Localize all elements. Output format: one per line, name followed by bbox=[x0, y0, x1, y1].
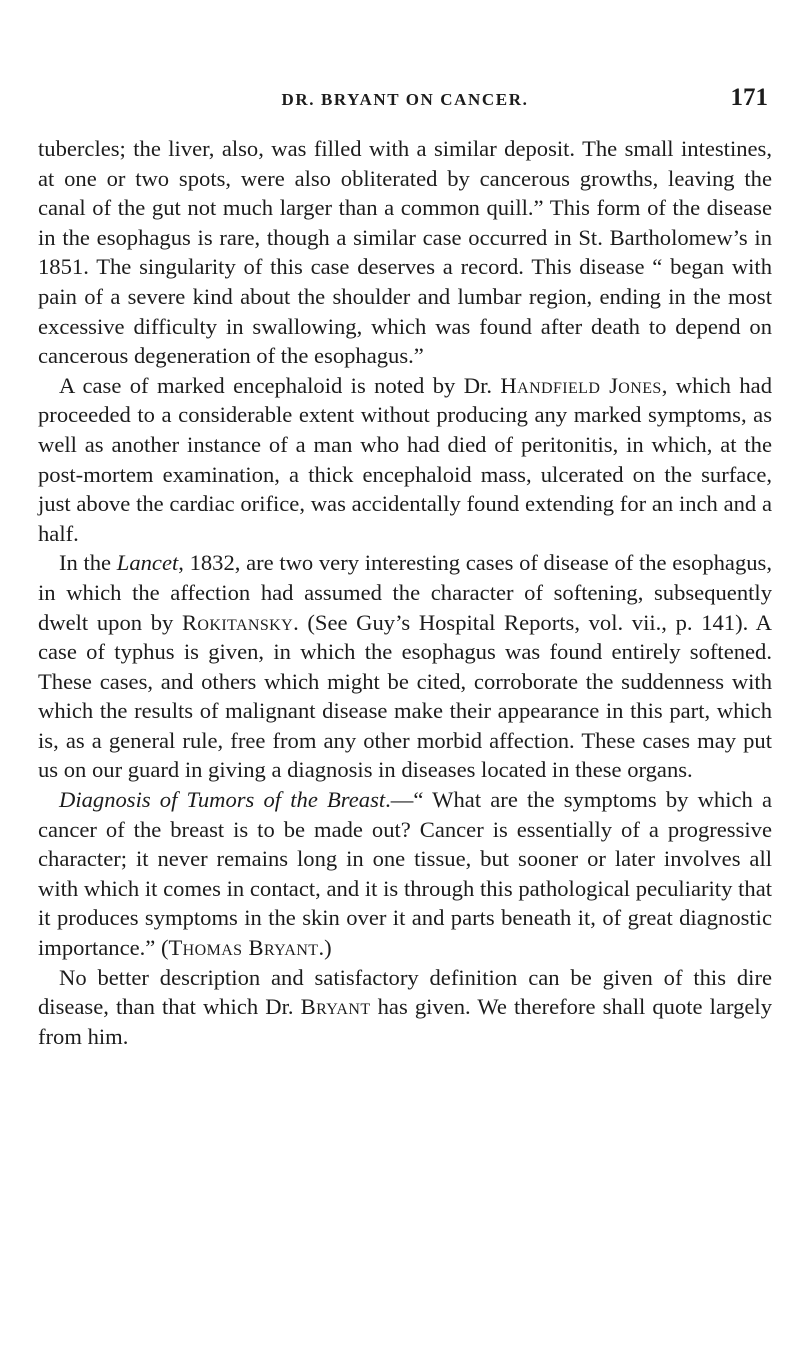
paragraph-4 bbox=[38, 785, 772, 963]
author-name-bryant: Bryant bbox=[300, 994, 371, 1020]
body-text bbox=[38, 134, 772, 1051]
paragraph-5 bbox=[38, 963, 772, 1052]
paragraph-2-before: A case of marked encephaloid is noted by Dr. bbox=[59, 372, 501, 398]
running-head bbox=[38, 86, 772, 126]
section-heading-diagnosis: Diagnosis of Tumors of the Breast bbox=[59, 787, 386, 813]
author-name-rokitansky: Rokitansky bbox=[181, 609, 294, 635]
paragraph-2-after: , which had proceeded to a considerable extent without producing any marked symptoms, as well as another instance of a man who had died of peritonitis, in which, at the post-mortem examination, a thick encephaloid mass, ulcerated on the surface, just above the cardiac orifice, was accidentally found extending for an inch and a half. bbox=[38, 372, 772, 546]
paragraph-5-after: has given. We therefore shall quote largely from him. bbox=[38, 994, 772, 1049]
author-name-thomas-bryant: Thomas Bryant bbox=[168, 935, 319, 961]
journal-title-lancet: Lancet bbox=[116, 550, 179, 576]
paragraph-3 bbox=[38, 548, 772, 785]
paragraph-2 bbox=[38, 371, 772, 549]
paragraph-4-after: .) bbox=[318, 935, 332, 961]
paragraph-5-before: No better description and satisfactory definition can be given of this dire disease, than that which Dr. bbox=[38, 964, 772, 1020]
page-number: 171 bbox=[730, 84, 768, 111]
author-name-handfield-jones: Handfield Jones bbox=[500, 372, 662, 398]
paragraph-3-before: In the bbox=[59, 550, 117, 576]
paragraph-4-before: .—“ What are the symptoms by which a cancer of the breast is to be made out? Cancer is essentially of a progressive character; it never remains long in one tissue, but sooner or later involves all with which it comes in contact, and it is through this pathological peculiarity that it produces symptoms in the skin over it and parts beneath it, of great diagnostic importance.” ( bbox=[38, 787, 772, 961]
paragraph-3-after: . (See Guy’s Hospital Reports, vol. vii., p. 141). A case of typhus is given, in which the esophagus was found entirely softened. These cases, and others which might be cited, corroborate the suddenness with which the results of malignant disease make their appearance in this part, which is, as a general rule, free from any other morbid affection. These cases may put us on our guard in giving a diagnosis in diseases located in these organs. bbox=[38, 609, 772, 783]
paragraph-3-middle: , 1832, are two very interesting cases of disease of the esophagus, in which the affection had assumed the character of softening, subsequently dwelt upon by bbox=[38, 550, 772, 635]
running-title: DR. BRYANT ON CANCER. bbox=[281, 90, 529, 109]
paragraph-1-text: tubercles; the liver, also, was filled with a similar deposit. The small intestines, at one or two spots, were also obliterated by cancerous growths, leaving the canal of the gut not much larger than a common quill.” This form of the disease in the esophagus is rare, though a similar case occurred in St. Bartholomew’s in 1851. The singularity of this case deserves a record. This disease “ began with pain of a severe kind about the shoulder and lumbar region, ending in the most excessive difficulty in swallowing, which was found after death to depend on cancerous degeneration of the esophagus.” bbox=[38, 136, 772, 369]
book-page bbox=[38, 0, 772, 1051]
paragraph-1 bbox=[38, 134, 772, 371]
